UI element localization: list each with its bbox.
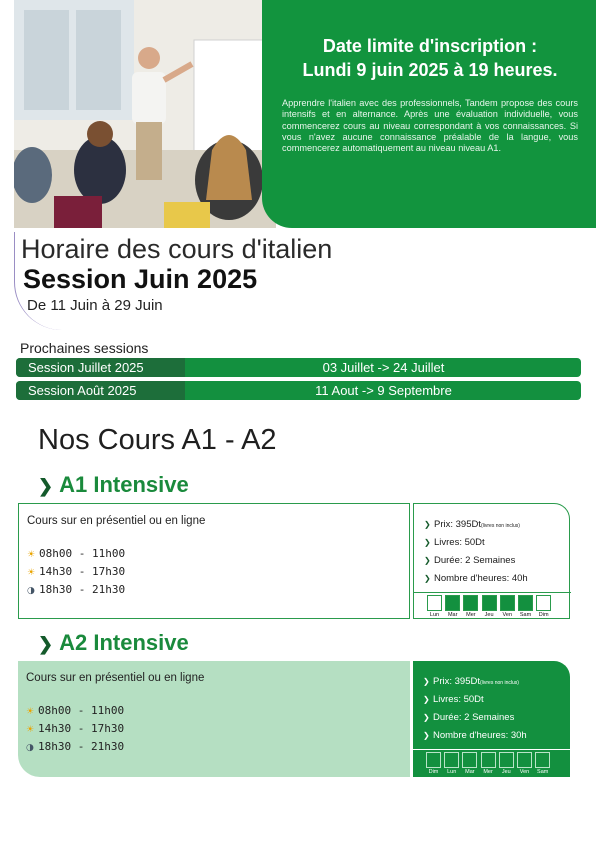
time-slot-text: 08h00 - 11h00 <box>38 704 125 717</box>
day-box <box>535 752 550 768</box>
weekday-grid <box>414 592 571 620</box>
day-box <box>463 595 478 611</box>
price-item <box>423 673 527 691</box>
time-slot <box>26 704 124 717</box>
session-name: Session Juillet 2025 <box>16 358 185 377</box>
time-slot-text: 14h30 - 17h30 <box>38 722 125 735</box>
day-box <box>481 752 496 768</box>
moon-icon: ◑ <box>27 586 35 596</box>
day-box <box>536 595 551 611</box>
duration-text: Durée: 2 Semaines <box>434 555 516 566</box>
price-item <box>424 516 528 534</box>
classroom-photo <box>14 0 276 228</box>
course-title-a1 <box>38 472 189 498</box>
session-dates-range: 11 Aout -> 9 Septembre <box>315 383 452 398</box>
time-slot-text: 08h00 - 11h00 <box>39 547 126 560</box>
day-box <box>499 752 514 768</box>
title-block <box>14 232 434 330</box>
sun-icon: ☀ <box>26 707 35 717</box>
price-text: Prix: 395Dt <box>434 519 481 530</box>
price-note: (livres non inclus) <box>480 680 519 686</box>
duration-text: Durée: 2 Semaines <box>433 712 515 723</box>
sun-icon: ☀ <box>27 550 36 560</box>
duration-item <box>424 552 528 570</box>
sun-icon: ☀ <box>26 725 35 735</box>
day-label: Sam <box>519 612 532 618</box>
chevron-right-icon: ❯ <box>424 574 431 583</box>
day-box <box>445 595 460 611</box>
session-dates-range: 03 Juillet -> 24 Juillet <box>322 360 445 375</box>
day-box <box>462 752 477 768</box>
day-box <box>426 752 441 768</box>
course-schedule-a1 <box>18 503 410 619</box>
registration-panel <box>262 0 596 228</box>
day-label: Ven <box>502 612 513 618</box>
deadline-line-1: Date limite d'inscription : <box>322 36 538 56</box>
course-title-text: A1 Intensive <box>59 472 189 497</box>
session-dates: De 11 Juin à 29 Juin <box>27 297 163 314</box>
course-caption: Cours sur en présentiel ou en ligne <box>26 672 205 684</box>
chevron-right-icon: ❯ <box>38 476 54 496</box>
day-label: Mer <box>483 769 493 775</box>
day-box <box>427 595 442 611</box>
time-slot-text: 14h30 - 17h30 <box>39 565 126 578</box>
day-box <box>482 595 497 611</box>
chevron-right-icon: ❯ <box>38 634 54 654</box>
day-label: Jeu <box>484 612 494 618</box>
price-text: Prix: 395Dt <box>433 676 480 687</box>
chevron-right-icon: ❯ <box>423 731 430 740</box>
hero <box>0 0 596 228</box>
sun-icon: ☀ <box>27 568 36 578</box>
course-info-list <box>423 673 527 745</box>
course-title-text: A2 Intensive <box>59 630 189 655</box>
hours-item <box>424 570 528 588</box>
day-label: Sam <box>537 769 549 775</box>
intro-text: Apprendre l'italien avec des professionnels, Tandem propose des cours intensifs et en alternance. Après une évaluation individuelle, vous commencerez cours au niveau correspondant à vos connaissances. Si vous n'avez aucune connaissance préalable de la langue, vous commencerez automatiquement au niveau niveau A1. <box>282 98 578 154</box>
time-slot <box>26 722 124 735</box>
hours-text: Nombre d'heures: 30h <box>433 730 527 741</box>
course-schedule-a2 <box>18 661 410 777</box>
course-info-a1 <box>413 503 570 619</box>
hours-item <box>423 727 527 745</box>
course-info-a2 <box>413 661 570 777</box>
session-title: Session Juin 2025 <box>23 264 258 294</box>
session-name: Session Août 2025 <box>16 381 185 400</box>
day-label: Dim <box>538 612 549 618</box>
time-slot-text: 18h30 - 21h30 <box>38 740 125 753</box>
day-box <box>444 752 459 768</box>
day-label: Ven <box>519 769 530 775</box>
day-label: Dim <box>428 769 439 775</box>
time-slot <box>26 740 124 753</box>
time-slot <box>27 565 125 578</box>
chevron-right-icon: ❯ <box>423 695 430 704</box>
day-label: Lun <box>429 612 440 618</box>
price-note: (livres non inclus) <box>481 523 520 529</box>
courses-heading: Nos Cours A1 - A2 <box>38 424 277 456</box>
moon-icon: ◑ <box>26 743 34 753</box>
hours-text: Nombre d'heures: 40h <box>434 573 528 584</box>
books-item <box>424 534 528 552</box>
time-slot <box>27 547 125 560</box>
next-sessions-label: Prochaines sessions <box>20 340 149 356</box>
duration-item <box>423 709 527 727</box>
chevron-right-icon: ❯ <box>423 713 430 722</box>
day-label: Mar <box>447 612 458 618</box>
time-slot <box>27 583 125 596</box>
course-caption: Cours sur en présentiel ou en ligne <box>27 515 206 527</box>
day-label: Lun <box>447 769 457 775</box>
time-slot-text: 18h30 - 21h30 <box>39 583 126 596</box>
day-box <box>518 595 533 611</box>
session-row <box>16 358 581 377</box>
chevron-right-icon: ❯ <box>423 677 430 686</box>
books-text: Livres: 50Dt <box>434 537 485 548</box>
day-label: Mar <box>465 769 475 775</box>
chevron-right-icon: ❯ <box>424 556 431 565</box>
books-item <box>423 691 527 709</box>
books-text: Livres: 50Dt <box>433 694 484 705</box>
course-title-a2 <box>38 630 189 656</box>
course-info-list <box>424 516 528 588</box>
day-label: Jeu <box>501 769 511 775</box>
day-box <box>500 595 515 611</box>
chevron-right-icon: ❯ <box>424 520 431 529</box>
session-row <box>16 381 581 400</box>
deadline-line-2: Lundi 9 juin 2025 à 19 heures. <box>302 60 558 80</box>
day-label: Mer <box>466 612 476 618</box>
page-title: Horaire des cours d'italien <box>21 234 333 264</box>
chevron-right-icon: ❯ <box>424 538 431 547</box>
weekday-grid <box>413 749 570 777</box>
day-box <box>517 752 532 768</box>
